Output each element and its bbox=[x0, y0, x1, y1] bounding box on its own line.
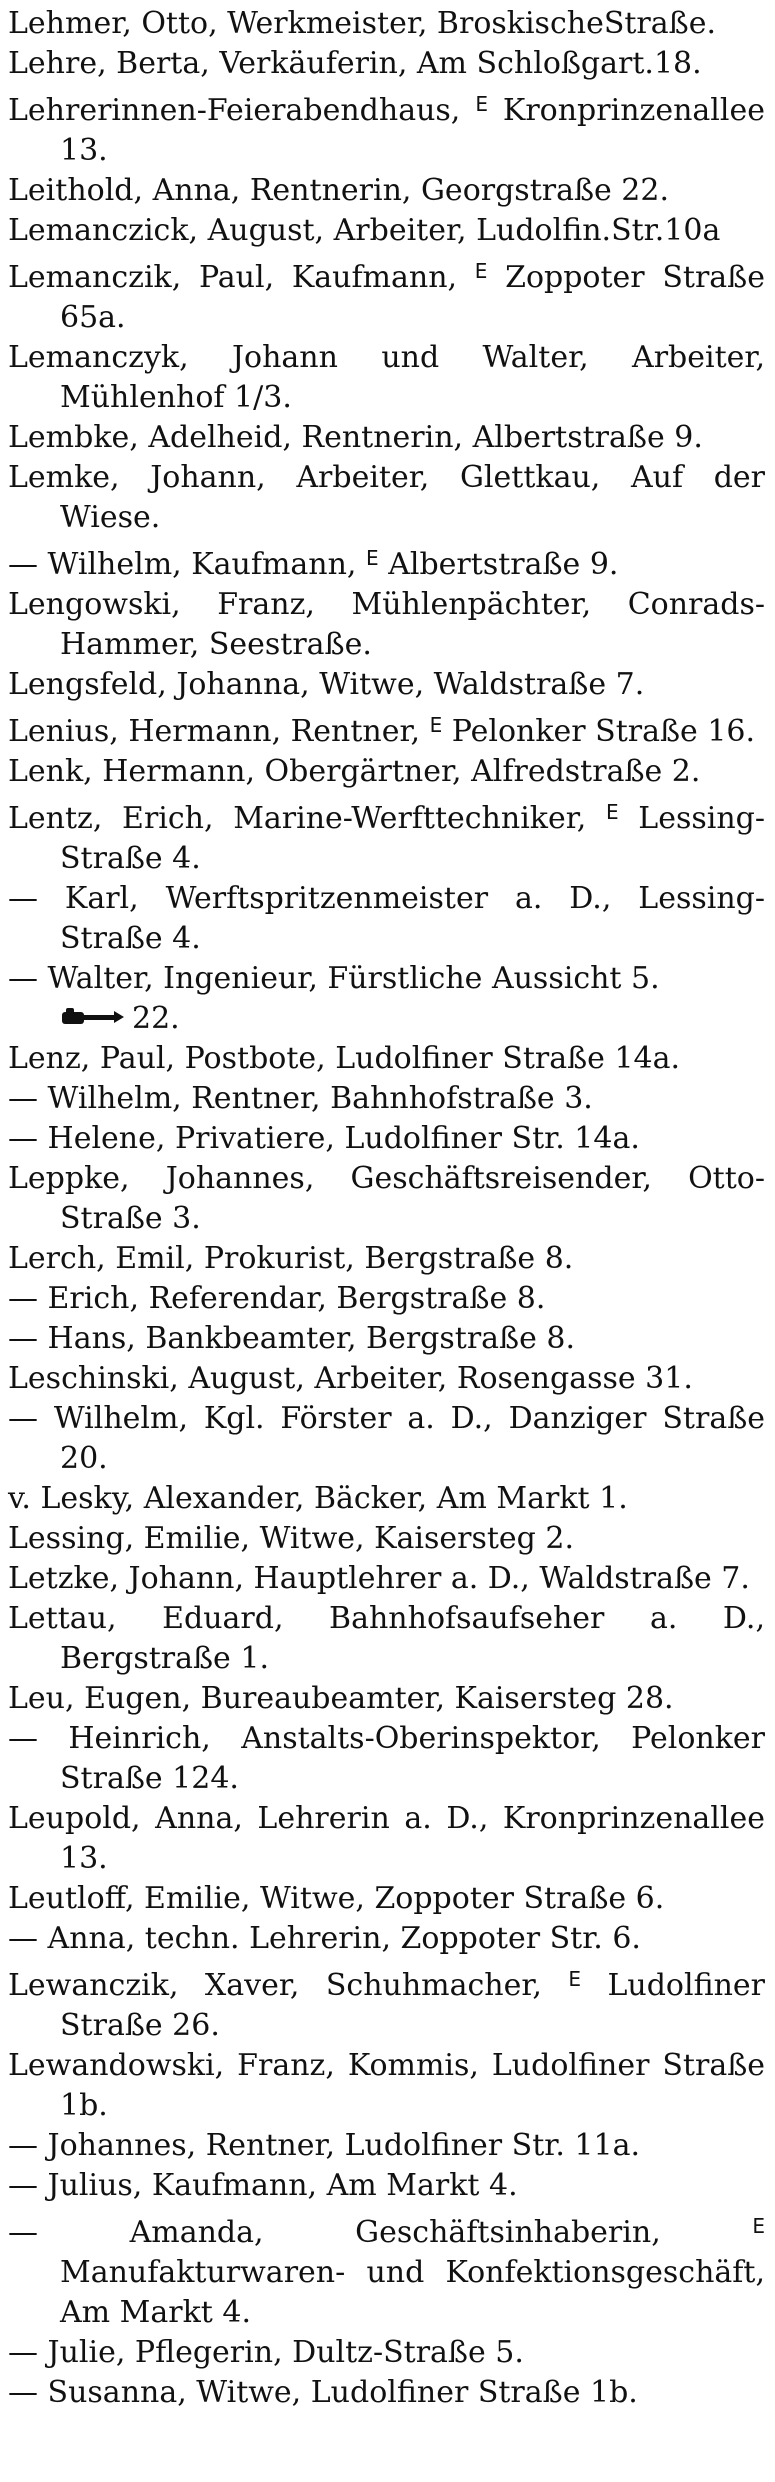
entry-address: Kronprinzenallee 13. bbox=[60, 93, 765, 168]
entry-text: — Wilhelm, Kgl. Förster a. D., Danziger Straße 20. bbox=[8, 1401, 765, 1476]
directory-entry bbox=[8, 1159, 765, 1239]
entry-address: Ludolfiner Straße 26. bbox=[60, 1968, 766, 2043]
entry-address: Albertstraße 9. bbox=[388, 547, 619, 582]
entry-text: Lenius, Hermann, Rentner, bbox=[8, 714, 421, 749]
entry-text: Lewandowski, Franz, Kommis, Ludolfiner Straße 1b. bbox=[8, 2048, 765, 2123]
directory-entry bbox=[8, 2333, 765, 2373]
directory-entry bbox=[8, 879, 765, 959]
listing-marker: E bbox=[474, 259, 488, 283]
entry-text: — Julie, Pflegerin, Dultz-Straße 5. bbox=[8, 2335, 524, 2370]
entry-text: Lemke, Johann, Arbeiter, Glettkau, Auf der Wiese. bbox=[8, 460, 765, 535]
entry-address: Zoppoter Straße 65a. bbox=[60, 260, 765, 335]
directory-entry bbox=[8, 4, 765, 44]
directory-entry bbox=[8, 792, 765, 879]
entry-text: v. Lesky, Alexander, Bäcker, Am Markt 1. bbox=[8, 1481, 628, 1516]
directory-entry bbox=[8, 1799, 765, 1879]
directory-entry bbox=[8, 1359, 765, 1399]
entry-text: — Heinrich, Anstalts-Oberinspektor, Pelonker Straße 124. bbox=[8, 1721, 765, 1796]
entry-text: Lenz, Paul, Postbote, Ludolfiner Straße 14a. bbox=[8, 1041, 681, 1076]
directory-entry bbox=[8, 1599, 765, 1679]
entry-text: — Johannes, Rentner, Ludolfiner Str. 11a. bbox=[8, 2128, 640, 2163]
listing-marker: E bbox=[429, 713, 443, 737]
directory-entry bbox=[8, 1319, 765, 1359]
directory-entry bbox=[8, 171, 765, 211]
directory-entry-list bbox=[8, 4, 765, 2413]
directory-entry bbox=[8, 418, 765, 458]
entry-text: Lengsfeld, Johanna, Witwe, Waldstraße 7. bbox=[8, 667, 645, 702]
directory-entry bbox=[8, 585, 765, 665]
directory-entry bbox=[8, 1399, 765, 1479]
directory-entry bbox=[8, 44, 765, 84]
entry-text: Letzke, Johann, Hauptlehrer a. D., Waldstraße 7. bbox=[8, 1561, 750, 1596]
directory-entry bbox=[8, 1679, 765, 1719]
entry-text: — Wilhelm, Kaufmann, bbox=[8, 547, 357, 582]
directory-entry bbox=[8, 1919, 765, 1959]
directory-entry bbox=[8, 84, 765, 171]
listing-marker: E bbox=[752, 2214, 765, 2238]
directory-entry bbox=[8, 705, 765, 752]
directory-entry bbox=[8, 1559, 765, 1599]
directory-entry bbox=[8, 2126, 765, 2166]
entry-text: Lehmer, Otto, Werkmeister, BroskischeStraße. bbox=[8, 6, 716, 41]
entry-address: Manufakturwaren- und Konfektionsgeschäft, Am Markt 4. bbox=[60, 2255, 765, 2330]
directory-entry bbox=[8, 1719, 765, 1799]
directory-entry bbox=[8, 1519, 765, 1559]
directory-entry bbox=[8, 752, 765, 792]
directory-entry bbox=[8, 251, 765, 338]
entry-text: Leithold, Anna, Rentnerin, Georgstraße 22. bbox=[8, 173, 670, 208]
telephone-number: 22. bbox=[132, 1001, 180, 1036]
entry-text: Leschinski, August, Arbeiter, Rosengasse 31. bbox=[8, 1361, 693, 1396]
entry-text: Lessing, Emilie, Witwe, Kaisersteg 2. bbox=[8, 1521, 575, 1556]
entry-text: — Erich, Referendar, Bergstraße 8. bbox=[8, 1281, 546, 1316]
listing-marker: E bbox=[605, 800, 619, 824]
entry-text: Lehrerinnen-Feierabendhaus, bbox=[8, 93, 461, 128]
entry-text: — Karl, Werftspritzenmeister a. D., Lessing-Straße 4. bbox=[8, 881, 765, 956]
entry-text: — Susanna, Witwe, Ludolfiner Straße 1b. bbox=[8, 2375, 638, 2410]
directory-entry bbox=[8, 1279, 765, 1319]
directory-entry bbox=[8, 1479, 765, 1519]
entry-text: Leppke, Johannes, Geschäftsreisender, Otto-Straße 3. bbox=[8, 1161, 765, 1236]
entry-text: — Julius, Kaufmann, Am Markt 4. bbox=[8, 2168, 518, 2203]
entry-address: Pelonker Straße 16. bbox=[451, 714, 756, 749]
entry-text: Lettau, Eduard, Bahnhofsaufseher a. D., Bergstraße 1. bbox=[8, 1601, 765, 1676]
directory-entry bbox=[8, 1959, 765, 2046]
entry-text: — Anna, techn. Lehrerin, Zoppoter Str. 6. bbox=[8, 1921, 641, 1956]
listing-marker: E bbox=[568, 1967, 582, 1991]
directory-entry bbox=[8, 1879, 765, 1919]
directory-entry bbox=[8, 2206, 765, 2333]
directory-entry bbox=[8, 2373, 765, 2413]
entry-text: Lewanczik, Xaver, Schuhmacher, bbox=[8, 1968, 542, 2003]
entry-text: Leupold, Anna, Lehrerin a. D., Kronprinzenallee 13. bbox=[8, 1801, 765, 1876]
entry-text: — Helene, Privatiere, Ludolfiner Str. 14a. bbox=[8, 1121, 640, 1156]
directory-entry bbox=[8, 538, 765, 585]
listing-marker: E bbox=[475, 92, 488, 116]
directory-entry bbox=[8, 1239, 765, 1279]
directory-entry bbox=[8, 2166, 765, 2206]
entry-text: Lenk, Hermann, Obergärtner, Alfredstraße 2. bbox=[8, 754, 701, 789]
directory-entry bbox=[8, 2046, 765, 2126]
entry-text: — Hans, Bankbeamter, Bergstraße 8. bbox=[8, 1321, 575, 1356]
entry-text: — Amanda, Geschäftsinhaberin, bbox=[8, 2215, 661, 2250]
entry-text: Leu, Eugen, Bureaubeamter, Kaisersteg 28. bbox=[8, 1681, 674, 1716]
entry-text: — Wilhelm, Rentner, Bahnhofstraße 3. bbox=[8, 1081, 593, 1116]
entry-text: Lemanczyk, Johann und Walter, Arbeiter, Mühlenhof 1/3. bbox=[8, 340, 765, 415]
entry-text: Lembke, Adelheid, Rentnerin, Albertstraße 9. bbox=[8, 420, 703, 455]
entry-text: Lengowski, Franz, Mühlenpächter, Conrads-Hammer, Seestraße. bbox=[8, 587, 765, 662]
entry-text: Leutloff, Emilie, Witwe, Zoppoter Straße 6. bbox=[8, 1881, 665, 1916]
directory-entry bbox=[8, 959, 765, 1039]
directory-entry bbox=[8, 1119, 765, 1159]
entry-text: Lehre, Berta, Verkäuferin, Am Schloßgart.18. bbox=[8, 46, 702, 81]
listing-marker: E bbox=[366, 546, 379, 570]
directory-entry bbox=[8, 1079, 765, 1119]
entry-address: Lessing-Straße 4. bbox=[60, 801, 765, 876]
directory-entry bbox=[8, 338, 765, 418]
entry-text: Lentz, Erich, Marine-Werfttechniker, bbox=[8, 801, 587, 836]
directory-entry bbox=[8, 1039, 765, 1079]
directory-entry bbox=[8, 458, 765, 538]
entry-text: Lemanczick, August, Arbeiter, Ludolfin.Str.10a bbox=[8, 213, 721, 248]
entry-text: Lerch, Emil, Prokurist, Bergstraße 8. bbox=[8, 1241, 574, 1276]
directory-entry bbox=[8, 211, 765, 251]
entry-text: Lemanczik, Paul, Kaufmann, bbox=[8, 260, 458, 295]
entry-text: — Walter, Ingenieur, Fürstliche Aussicht 5. bbox=[8, 961, 660, 996]
telephone-icon bbox=[60, 1006, 126, 1028]
directory-entry bbox=[8, 665, 765, 705]
